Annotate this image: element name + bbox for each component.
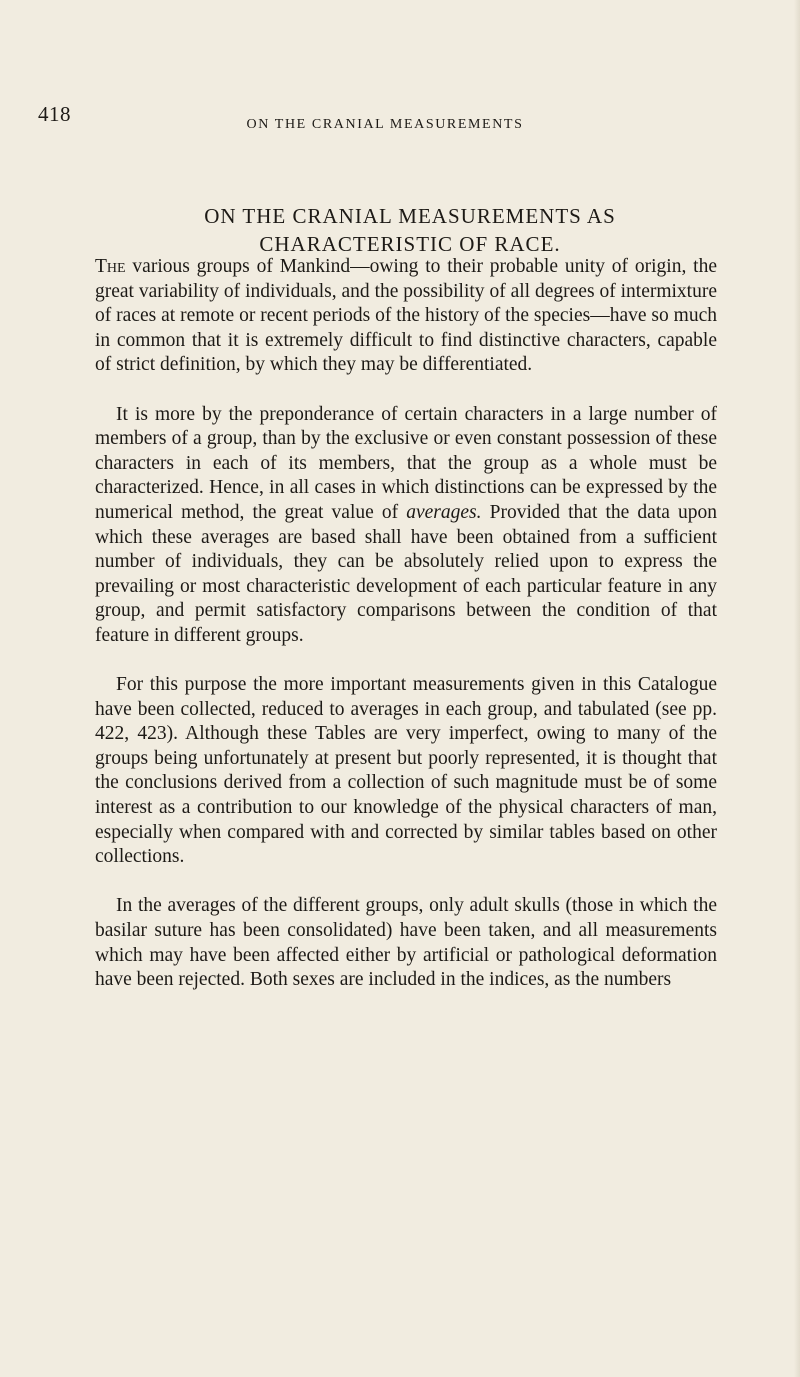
paragraph-1-lead-word: The (95, 256, 126, 277)
paragraph-1 (95, 255, 717, 378)
body-text (95, 255, 717, 1017)
paragraph-1-text: various groups of Mankind—owing to their probable unity of origin, the great variability of individuals, and the possibility of all degrees of intermixture of races at remote or recent periods of the history of the species—have so much in common that it is extremely difficult to find distinctive characters, capable of strict definition, by which they may be differentiated. (95, 256, 717, 376)
running-head: ON THE CRANIAL MEASUREMENTS (246, 117, 524, 132)
paragraph-2-text-after: Provided that the data upon which these averages are based shall have been obtained from a sufficient number of individuals, they can be absolutely relied upon to express the prevailing or most characteristic development of each particular feature in any group, and permit satisfactory comparisons between the condition of that feature in different groups. (95, 501, 718, 646)
paragraph-2-emphasis: averages. (406, 501, 482, 523)
page-edge-shadow (794, 0, 800, 1377)
paragraph-4-text: In the averages of the different groups, only adult skulls (those in which the basilar suture has been consolidated) have been taken, and all measurements which may have been affected either by artificial or pathological deformation have been rejected. Both sexes are included in the indices, as the numbers (95, 895, 717, 991)
page-number: 418 (38, 102, 71, 126)
paragraph-2 (95, 403, 717, 649)
paragraph-4 (95, 894, 717, 992)
chapter-title (60, 202, 760, 258)
chapter-title-line-2: CHARACTERISTIC OF RACE. (259, 232, 561, 256)
paragraph-3 (95, 673, 717, 870)
chapter-title-line-1: ON THE CRANIAL MEASUREMENTS AS (204, 204, 616, 228)
paragraph-2-text-before: It is more by the preponderance of certain characters in a large number of members of a group, than by the exclusive or even constant possession of these characters in each of its members, that the group as a whole must be characterized. Hence, in all cases in which distinctions can be expressed by the numerical method, the great value of (95, 403, 717, 523)
paragraph-3-text: For this purpose the more important measurements given in this Catalogue have been collected, reduced to averages in each group, and tabulated (see pp. 422, 423). Although these Tables are very imperfect, owing to many of the groups being unfortunately at present but poorly represented, it is thought that the conclusions derived from a collection of such magnitude must be of some interest as a contribution to our knowledge of the physical characters of man, especially when compared with and corrected by similar tables based on other collections. (95, 674, 717, 868)
